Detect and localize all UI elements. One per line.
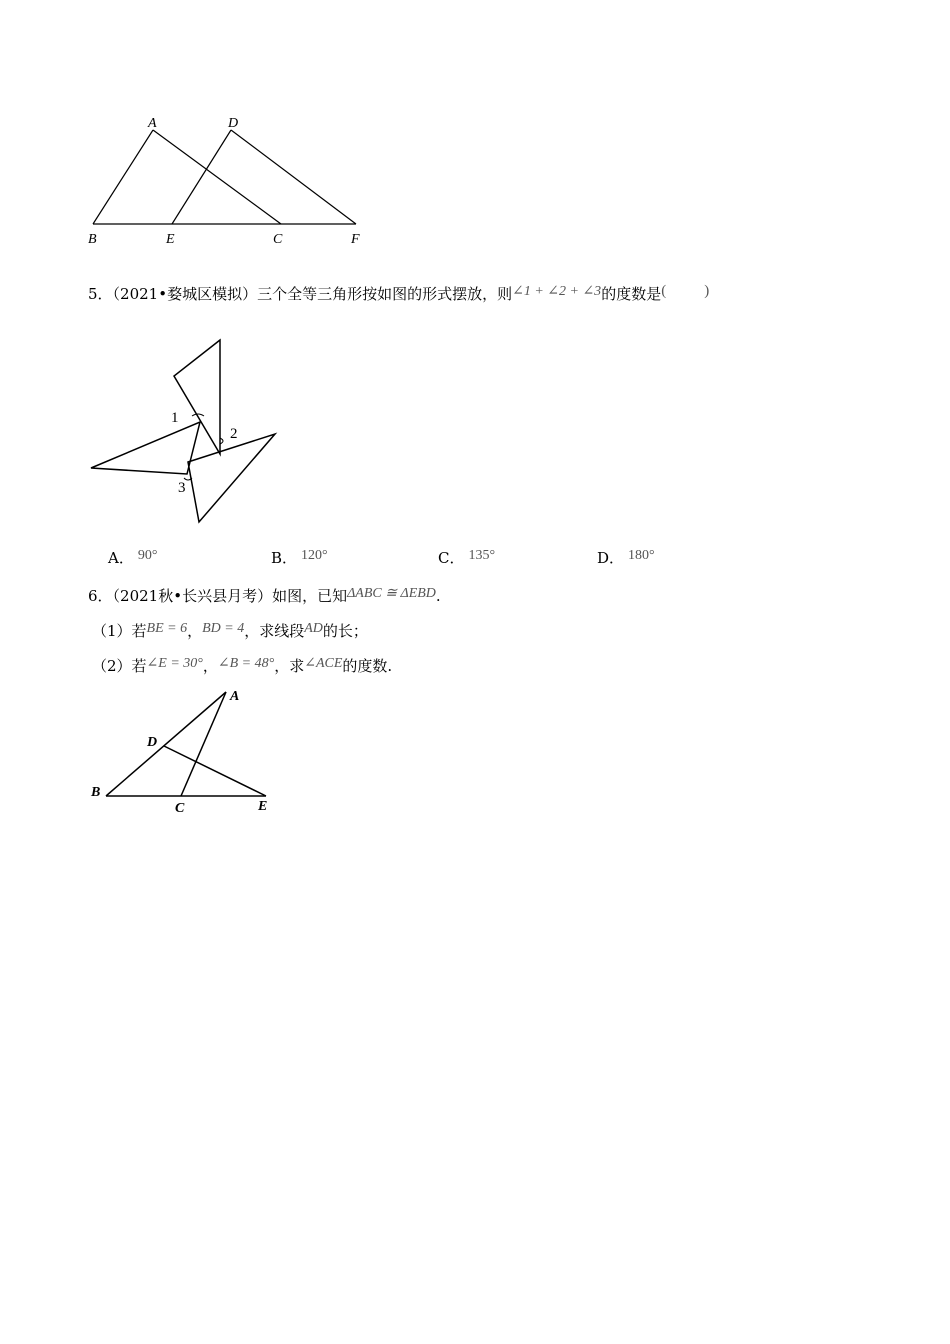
question-text: 如图，已知 [272,587,348,605]
part-1-math-ad: AD [304,621,323,636]
angle-label-1: 1 [171,410,179,426]
option-d[interactable] [597,548,655,570]
option-b-letter: B． [271,549,298,567]
label-a: A [230,689,240,704]
question-number: 6． [88,587,113,605]
question-text-end: . [435,587,441,605]
label-b: B [88,232,97,247]
figure-triangles-abc-def [80,110,380,250]
question-6-part-2 [92,656,392,678]
part-2-sep: ， [202,657,218,675]
option-a[interactable] [108,548,157,570]
angle-sum-expression: ∠1 + ∠2 + ∠3 [512,284,602,299]
part-2-math-ace: ∠ACE [304,656,343,671]
option-c[interactable] [438,548,495,570]
part-1-prefix: （1）若 [92,622,147,640]
option-b-value: 120° [301,548,328,563]
option-c-letter: C． [438,549,465,567]
part-2-math-b: ∠B = 48° [217,656,275,671]
label-c: C [273,232,283,247]
label-e: E [258,799,268,814]
part-1-sep: ， [187,622,203,640]
label-f: F [351,232,360,247]
angle-label-2: 2 [230,426,238,442]
option-a-letter: A． [108,549,134,567]
answer-paren-open: ( [661,283,667,299]
label-d: D [147,735,158,750]
figure-three-triangles [80,330,290,530]
question-number: 5． [88,285,113,303]
part-2-suffix: 的度数. [342,657,393,675]
label-b: B [91,785,101,800]
part-1-math-be: BE = 6 [146,621,188,636]
label-d: D [228,116,239,131]
option-b[interactable] [271,548,328,570]
figure-triangle-abe [80,682,290,817]
label-a: A [148,116,157,131]
question-source: （2021秋•长兴县月考） [112,587,273,605]
answer-paren-close: ) [704,283,710,299]
part-1-math-bd: BD = 4 [202,621,245,636]
label-e: E [166,232,175,247]
question-text-end: 的度数是 [601,285,662,303]
question-6-stem [88,586,441,608]
option-d-value: 180° [628,548,655,563]
option-c-value: 135° [468,548,496,563]
part-2-mid: ，求 [274,657,305,675]
part-1-suffix: 的长； [322,622,368,640]
question-source: （2021•婺城区模拟） [112,285,258,303]
question-text: 三个全等三角形按如图的形式摆放，则 [257,285,513,303]
part-2-math-e: ∠E = 30° [146,656,203,671]
option-d-letter: D． [597,549,625,567]
question-6-part-1 [92,621,368,643]
option-a-value: 90° [137,548,158,563]
question-5-stem [88,284,709,306]
angle-label-3: 3 [178,480,186,496]
part-2-prefix: （2）若 [92,657,147,675]
part-1-mid: ，求线段 [244,622,305,640]
congruence-expression: ΔABC ≅ ΔEBD [347,586,436,601]
label-c: C [175,801,185,816]
